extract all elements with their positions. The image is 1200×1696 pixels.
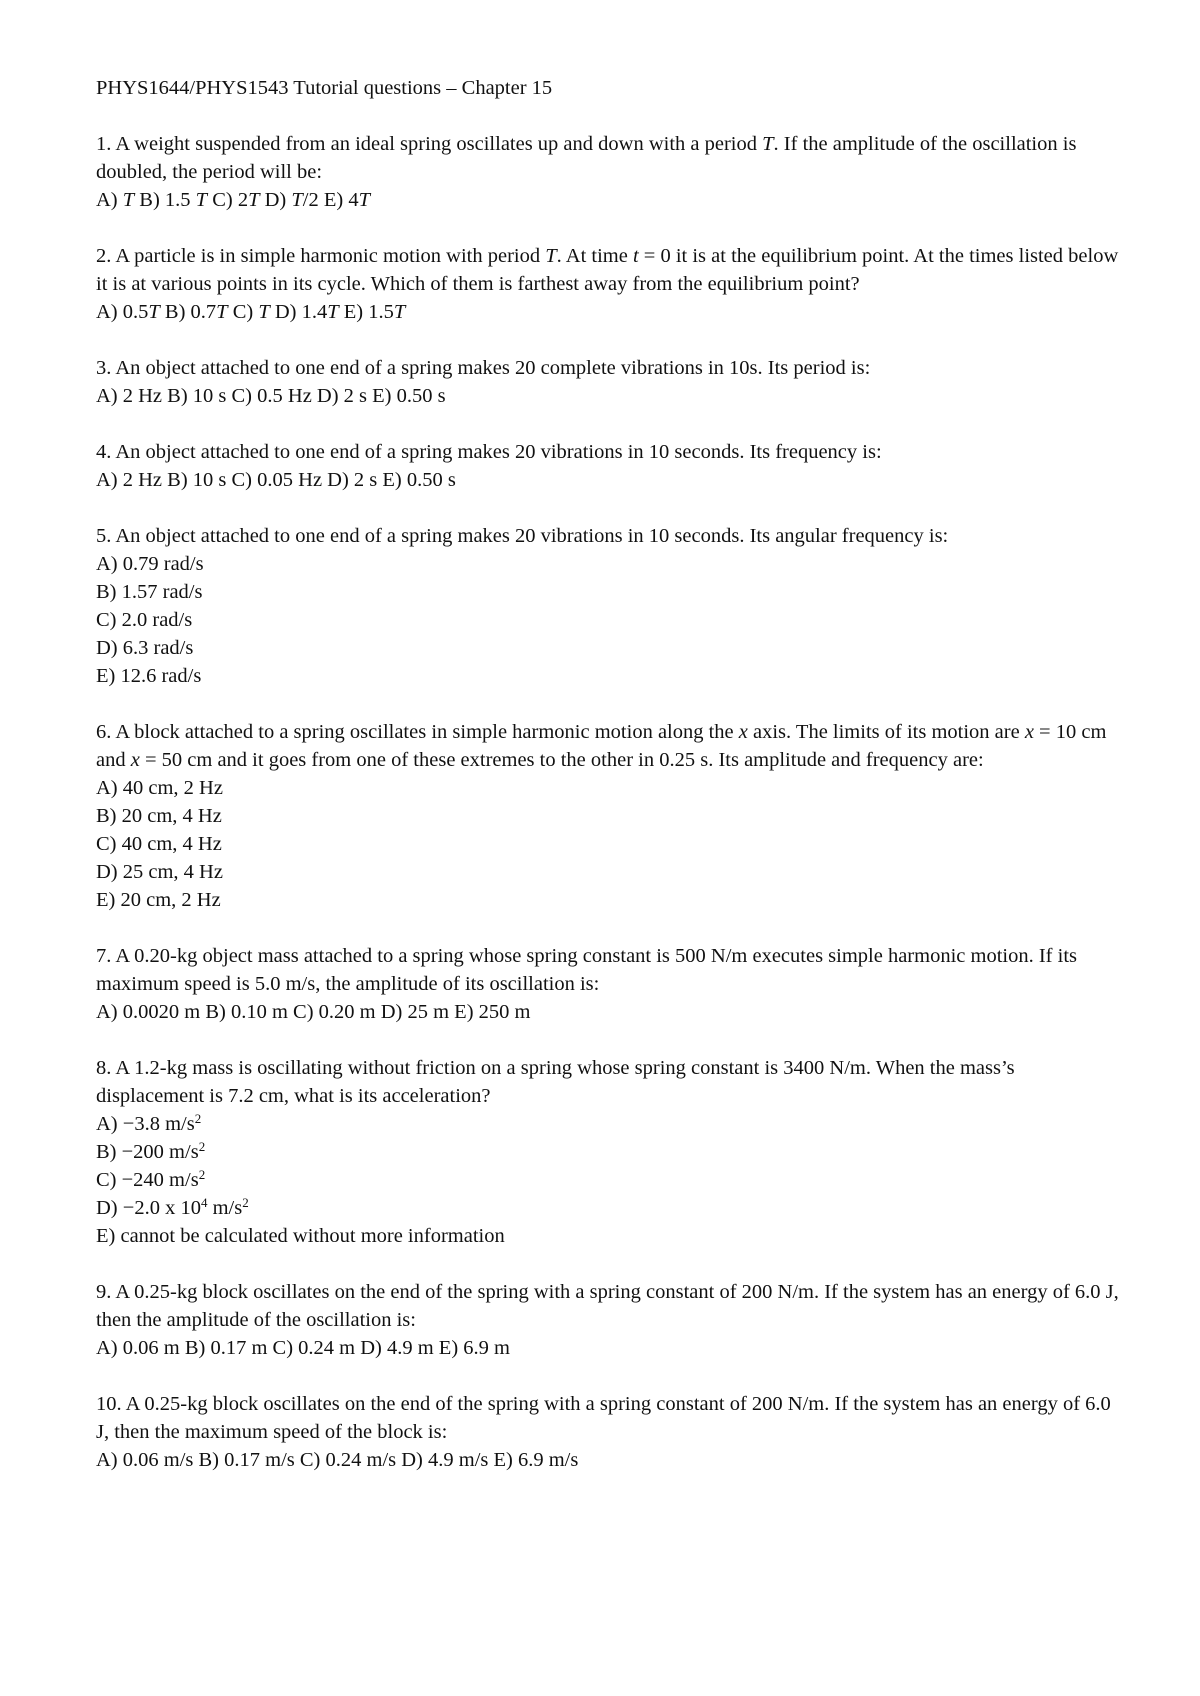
question-4-options: A) 2 Hz B) 10 s C) 0.05 Hz D) 2 s E) 0.50 s [96,469,456,491]
question-8 [96,1054,1120,1250]
question-10 [96,1390,1120,1474]
option-c: C) 40 cm, 4 Hz [96,833,222,855]
question-1-options: A) T B) 1.5 T C) 2T D) T/2 E) 4T [96,189,370,211]
option-a: A) 0.79 rad/s [96,553,204,575]
option-e: E) cannot be calculated without more information [96,1225,505,1247]
question-2 [96,242,1120,326]
question-2-text: 2. A particle is in simple harmonic motion with period T. At time t = 0 it is at the equilibrium point. At the times listed below it is at various points in its cycle. Which of them is farthest away from the equilibrium point? [96,245,1119,295]
question-10-text: 10. A 0.25-kg block oscillates on the end of the spring with a spring constant of 200 N/m. If the system has an energy of 6.0 J, then the maximum speed of the block is: [96,1393,1111,1443]
option-b: B) 20 cm, 4 Hz [96,805,222,827]
option-d: D) −2.0 x $10^4$ $m/s^2$ [96,1195,249,1219]
question-5 [96,522,1120,690]
question-3 [96,354,1120,410]
question-3-text: 3. An object attached to one end of a spring makes 20 complete vibrations in 10s. Its period is: [96,357,871,379]
option-b: B) 1.57 rad/s [96,581,203,603]
option-b: B) −200 $m/s^2$ [96,1139,206,1163]
question-8-text: 8. A 1.2-kg mass is oscillating without friction on a spring whose spring constant is 3400 N/m. When the mass’s displacement is 7.2 cm, what is its acceleration? [96,1057,1015,1107]
question-9-options: A) 0.06 m B) 0.17 m C) 0.24 m D) 4.9 m E) 6.9 m [96,1337,510,1359]
question-2-options: A) 0.5T B) 0.7T C) T D) 1.4T E) 1.5T [96,301,406,323]
option-e: E) 12.6 rad/s [96,665,202,687]
option-a: A) 40 cm, 2 Hz [96,777,223,799]
question-9-text: 9. A 0.25-kg block oscillates on the end of the spring with a spring constant of 200 N/m. If the system has an energy of 6.0 J, then the amplitude of the oscillation is: [96,1281,1119,1331]
question-10-options: A) 0.06 m/s B) 0.17 m/s C) 0.24 m/s D) 4.9 m/s E) 6.9 m/s [96,1449,579,1471]
question-7-options: A) 0.0020 m B) 0.10 m C) 0.20 m D) 25 m E) 250 m [96,1001,531,1023]
question-4 [96,438,1120,494]
question-9 [96,1278,1120,1362]
question-7 [96,942,1120,1026]
page-title: PHYS1644/PHYS1543 Tutorial questions – Chapter 15 [96,77,553,99]
option-c: C) 2.0 rad/s [96,609,193,631]
question-6 [96,718,1120,914]
question-5-text: 5. An object attached to one end of a spring makes 20 vibrations in 10 seconds. Its angular frequency is: [96,525,949,547]
question-6-text: 6. A block attached to a spring oscillates in simple harmonic motion along the x axis. The limits of its motion are x = 10 cm and x = 50 cm and it goes from one of these extremes to the other in 0.25 s. Its amplitude and frequency are: [96,721,1107,771]
question-7-text: 7. A 0.20-kg object mass attached to a spring whose spring constant is 500 N/m executes simple harmonic motion. If its maximum speed is 5.0 m/s, the amplitude of its oscillation is: [96,945,1077,995]
question-4-text: 4. An object attached to one end of a spring makes 20 vibrations in 10 seconds. Its frequency is: [96,441,882,463]
question-1 [96,130,1120,214]
option-a: A) −3.8 $m/s^2$ [96,1111,202,1135]
option-e: E) 20 cm, 2 Hz [96,889,221,911]
option-c: C) −240 $m/s^2$ [96,1167,206,1191]
option-d: D) 6.3 rad/s [96,637,194,659]
option-d: D) 25 cm, 4 Hz [96,861,223,883]
question-1-text: 1. A weight suspended from an ideal spring oscillates up and down with a period T. If the amplitude of the oscillation is doubled, the period will be: [96,133,1077,183]
question-3-options: A) 2 Hz B) 10 s C) 0.5 Hz D) 2 s E) 0.50 s [96,385,446,407]
